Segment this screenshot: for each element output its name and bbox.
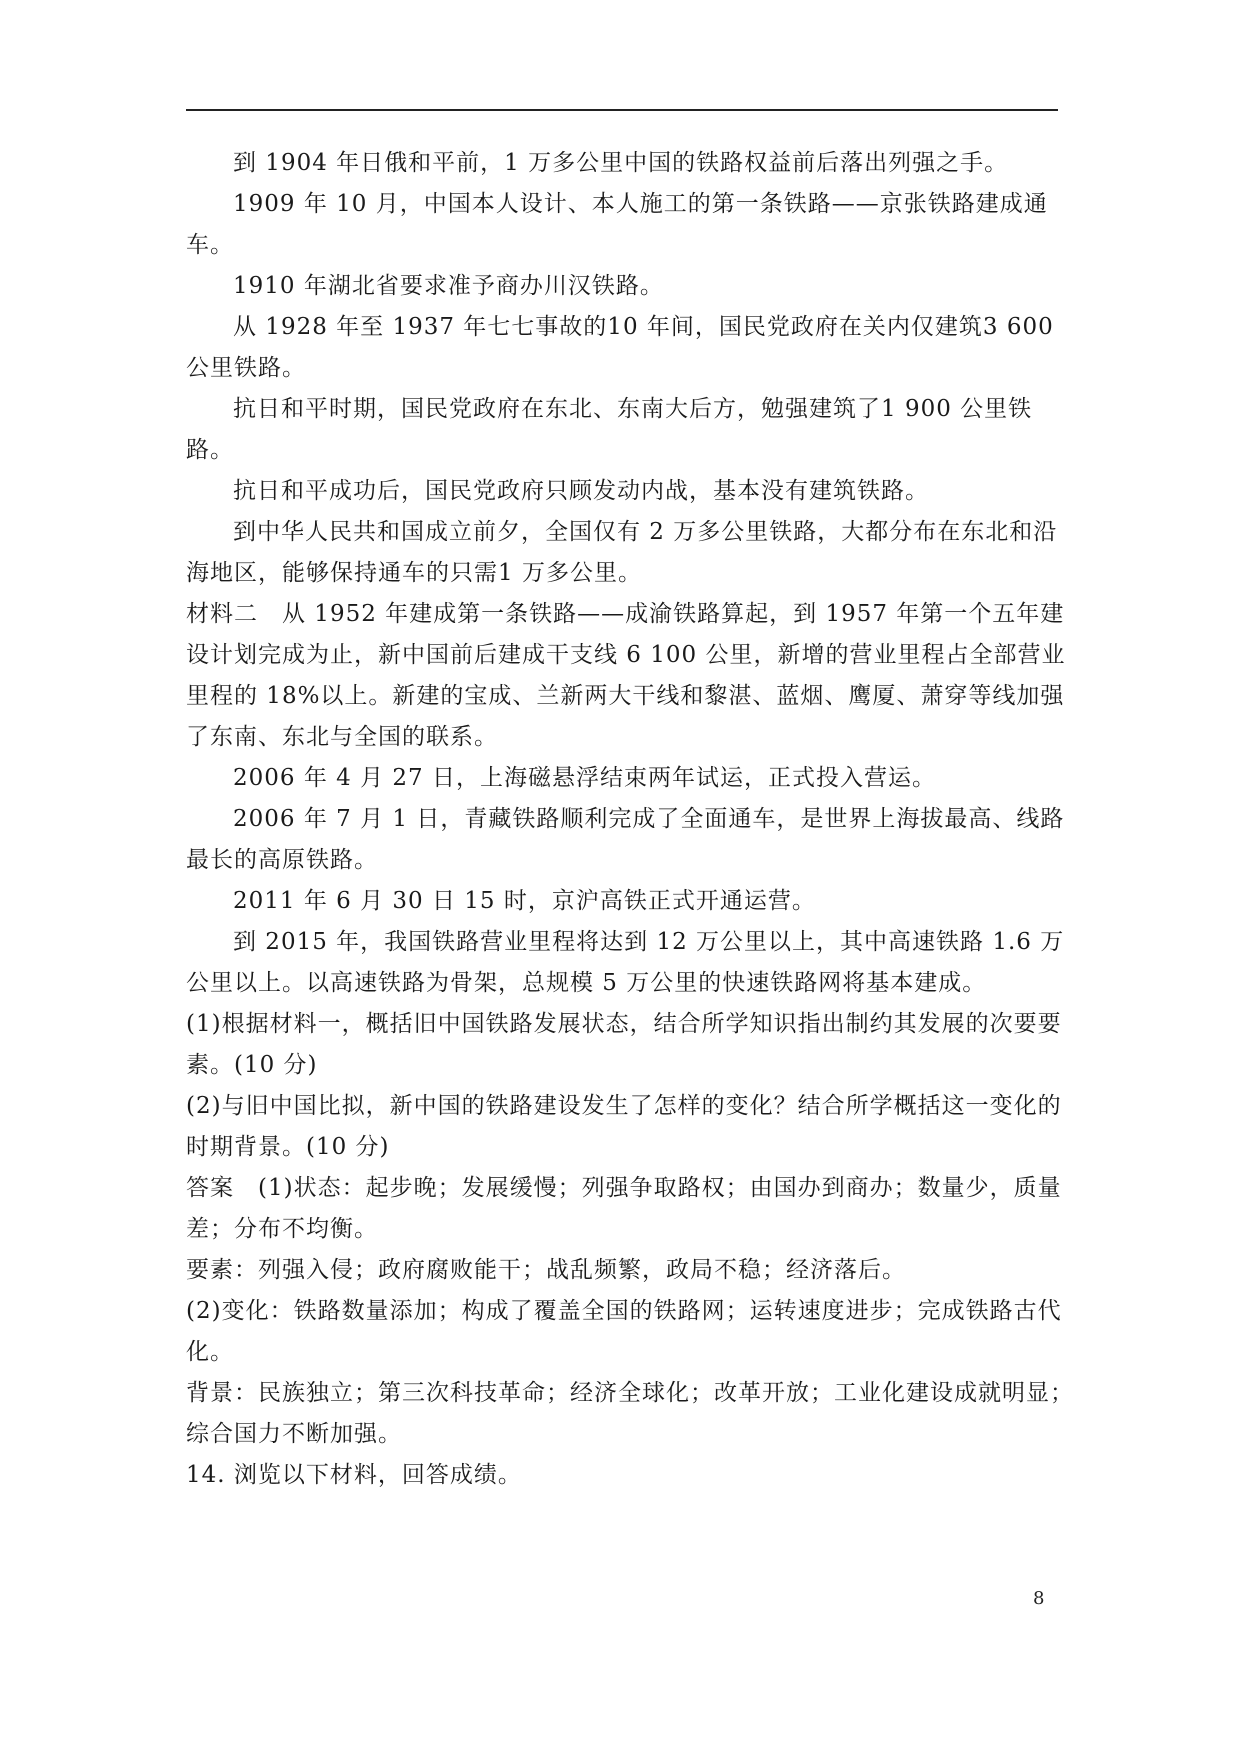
question-2: (2)与旧中国比拟，新中国的铁路建设发生了怎样的变化？结合所学概括这一变化的时期背景。(10 分): [186, 1093, 1062, 1160]
paragraph-2011-jinghu: 2011 年 6 月 30 日 15 时，京沪高铁正式开通运营。: [233, 888, 816, 914]
question-1: (1)根据材料一，概括旧中国铁路发展状态，结合所学知识指出制约其发展的次要要素。(10 分): [186, 1011, 1062, 1078]
paragraph-2006-qinghai-tibet: 2006 年 7 月 1 日，青藏铁路顺利完成了全面通车，是世界上海拔最高、线路最长的高原铁路。: [186, 806, 1065, 873]
answer-1-status: 答案 (1)状态：起步晚；发展缓慢；列强争取路权；由国办到商办；数量少，质量差；分布不均衡。: [186, 1175, 1062, 1242]
question-14-intro: 14. 浏览以下材料，回答成绩。: [186, 1462, 522, 1488]
paragraph-1910: 1910 年湖北省要求准予商办川汉铁路。: [233, 273, 664, 299]
answer-2-background: 背景：民族独立；第三次科技革命；经济全球化；改革开放；工业化建设成就明显；综合国力不断加强。: [186, 1380, 1074, 1447]
paragraph-prc-founding: 到中华人民共和国成立前夕，全国仅有 2 万多公里铁路，大都分布在东北和沿海地区，能够保持通车的只需1 万多公里。: [186, 519, 1058, 586]
answer-2-changes: (2)变化：铁路数量添加；构成了覆盖全国的铁路网；运转速度进步；完成铁路古代化。: [186, 1298, 1062, 1365]
paragraph-1928: 从 1928 年至 1937 年七七事故的10 年间，国民党政府在关内仅建筑3 600 公里铁路。: [186, 314, 1054, 381]
page-number: 8: [1033, 1588, 1045, 1609]
answer-1-factors: 要素：列强入侵；政府腐败能干；战乱频繁，政局不稳；经济落后。: [186, 1257, 906, 1283]
paragraph-post-war: 抗日和平成功后，国民党政府只顾发动内战，基本没有建筑铁路。: [233, 478, 929, 504]
paragraph-material-two: 材料二 从 1952 年建成第一条铁路——成渝铁路算起，到 1957 年第一个五年建设计划完成为止，新中国前后建成干支线 6 100 公里，新增的营业里程占全部营业里程的 18%以上。新建的宝成、兰新两大干线和黎湛、蓝烟、鹰厦、萧穿等线加强了东南、东北与全国的联系。: [186, 601, 1066, 750]
paragraph-2015-target: 到 2015 年，我国铁路营业里程将达到 12 万公里以上，其中高速铁路 1.6 万公里以上。以高速铁路为骨架，总规模 5 万公里的快速铁路网将基本建成。: [186, 929, 1065, 996]
document-body: [186, 143, 1078, 1496]
paragraph-2006-maglev: 2006 年 4 月 27 日，上海磁悬浮结束两年试运，正式投入营运。: [233, 765, 936, 791]
paragraph-1909: 1909 年 10 月，中国本人设计、本人施工的第一条铁路——京张铁路建成通车。: [186, 191, 1048, 258]
paragraph-1904: 到 1904 年日俄和平前，1 万多公里中国的铁路权益前后落出列强之手。: [233, 150, 1009, 176]
header-rule: [186, 109, 1058, 111]
paragraph-war-period: 抗日和平时期，国民党政府在东北、东南大后方，勉强建筑了1 900 公里铁路。: [186, 396, 1033, 463]
